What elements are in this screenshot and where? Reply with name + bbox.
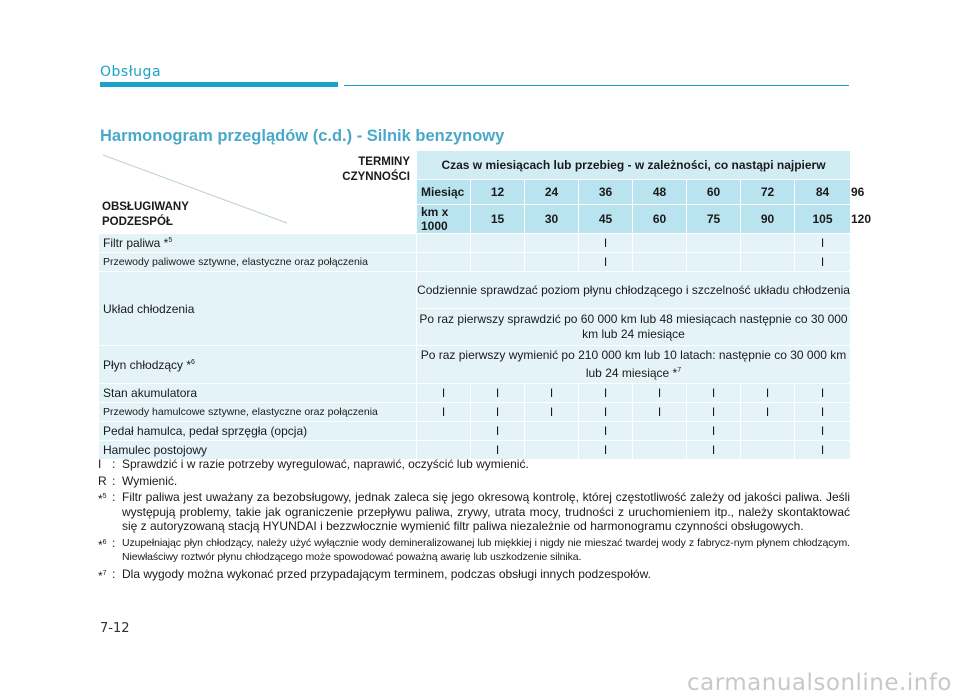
row-instruction [417,346,851,384]
footnote-colon: : [112,473,116,488]
schedule-cell: I [687,403,741,422]
row-label [99,253,417,272]
corner-bottom-line-2: PODZESPÓŁ [102,216,173,228]
section-label: Obsługa [100,64,162,80]
schedule-cell [741,253,795,272]
footnote-colon: : [112,535,116,550]
schedule-cell [633,253,687,272]
schedule-cell: I [471,403,525,422]
header-rule-thin [344,85,849,86]
row-label-text: Pedał hamulca, pedał sprzęgła (opcja) [103,424,308,438]
row-label [99,384,417,403]
month-header: 24 [525,180,579,205]
footnote-key-text: * [98,492,103,506]
km-header: 15 [471,205,525,234]
km-label: km x 1000 [417,205,471,234]
footnote-text: Uzupełniając płyn chłodzący, należy użyć wyłącznie wody demineralizowanej lub miękkiej i nigdy nie mieszać twardej wody z fabrycz-nym płynem chłodzącym. Niewłaściwy roztwór płynu chłodzącego może spowodować poważną awarię lub uszkodzenie silnika. [122,536,850,563]
schedule-cell [417,422,471,441]
footnote-key-text: R [98,473,107,488]
table-row [99,272,851,309]
schedule-cell: I [795,384,851,403]
row-label [99,234,417,253]
km-header: 105 [795,205,851,234]
schedule-cell: I [795,234,851,253]
schedule-cell: I [579,384,633,403]
months-label: Miesiąc [417,180,471,205]
schedule-cell [741,234,795,253]
footnote [98,536,850,565]
corner-bottom-label [102,200,189,230]
schedule-cell [417,253,471,272]
footnote-key [98,567,112,584]
schedule-cell: I [633,403,687,422]
footnote-ref: 5 [168,237,173,244]
schedule-cell: I [525,384,579,403]
footnote-key [98,457,112,472]
km-header: 30 [525,205,579,234]
schedule-cell: I [795,253,851,272]
footnote-text: Wymienić. [122,473,178,488]
footnote-colon: : [112,566,116,581]
footnote-text: Filtr paliwa jest uważany za bezobsługowy, jednak zaleca się jego okresową kontrolę, której częstotliwość zależy od jakości paliwa. Jeśli występują problemy, takie jak ograniczenie przepływu paliwa, zrywy, utrata mocy, trudności z uruchomieniem itp., należy skontaktować się z autoryzowaną stacją HYUNDAI i bezzwłocznie wymienić filtr paliwa niezależnie od harmonogramu czynności obsługowych. [122,490,850,533]
km-header: 90 [741,205,795,234]
schedule-cell [471,253,525,272]
table-row [99,234,851,253]
row-label-text: Hamulec postojowy [103,443,208,457]
schedule-cell [687,253,741,272]
footnote-key [98,536,112,565]
row-label-text: Stan akumulatora [103,386,198,400]
footnote-colon: : [112,490,116,504]
schedule-cell: I [633,384,687,403]
row-label-text: Przewody hamulcowe sztywne, elastyczne oraz połączenia [103,406,378,418]
row-instruction-text: Po raz pierwszy wymienić po 210 000 km lub 10 latach: następnie co 30 000 km lub 24 miesiące * [420,348,847,380]
km-header: 45 [579,205,633,234]
schedule-cell: I [471,384,525,403]
row-label [99,403,417,422]
schedule-cell: I [525,403,579,422]
schedule-cell [633,422,687,441]
footnotes [98,457,850,585]
schedule-cell [633,234,687,253]
month-header: 48 [633,180,687,205]
footnote-colon: : [112,457,116,471]
footnote-key [98,490,112,534]
schedule-cell: I [795,422,851,441]
schedule-cell: I [741,403,795,422]
footnote-key-sup: 7 [102,569,107,577]
schedule-cell: I [795,441,851,460]
footnote-key-sup: 5 [102,493,107,500]
row-label-text: Przewody paliwowe sztywne, elastyczne oraz połączenia [103,256,368,268]
table-row [99,422,851,441]
km-header: 60 [633,205,687,234]
interval-span-header: Czas w miesiącach lub przebieg - w zależności, co nastąpi najpierw [417,151,851,180]
footnote-key-text: * [98,537,103,552]
schedule-cell: I [579,422,633,441]
table-row [99,403,851,422]
schedule-cell: I [741,384,795,403]
footnote-text: Dla wygody można wykonać przed przypadającym terminem, podczas obsługi innych podzespołów. [122,566,651,581]
month-header: 84 [795,180,851,205]
month-header: 72 [741,180,795,205]
header-rule-bold [100,82,338,87]
footnote-text: Sprawdzić i w razie potrzeby wyregulować, naprawić, oczyścić lub wymienić. [122,457,529,471]
corner-top-line-1: TERMINY [358,156,410,168]
month-header: 36 [579,180,633,205]
row-label [99,346,417,384]
corner-top-label [342,155,410,185]
schedule-cell: I [579,403,633,422]
footnote-ref: 7 [677,367,682,374]
schedule-cell: I [579,253,633,272]
page-number: 7-12 [100,621,130,636]
schedule-cell: I [471,441,525,460]
schedule-cell: I [687,441,741,460]
schedule-cell [687,234,741,253]
row-label-text: Filtr paliwa * [103,236,169,250]
schedule-cell [525,253,579,272]
schedule-cell [525,422,579,441]
footnote [98,474,850,489]
schedule-cell [741,422,795,441]
schedule-cell: I [471,422,525,441]
footnote-key-text: * [98,568,103,583]
row-label: Układ chłodzenia [99,272,417,346]
schedule-cell [525,234,579,253]
footnote [98,490,850,534]
row-label-text: Płyn chłodzący * [103,357,192,372]
row-label [99,422,417,441]
schedule-cell [471,234,525,253]
schedule-cell: I [417,403,471,422]
schedule-cell: I [579,441,633,460]
footnote-ref: 6 [191,358,195,366]
table-corner-header [99,151,417,234]
footnote-key [98,474,112,489]
schedule-cell [417,234,471,253]
footnote [98,457,850,472]
table-row [99,346,851,384]
page-title: Harmonogram przeglądów (c.d.) - Silnik benzynowy [100,127,505,145]
footnote-key-sup: 6 [102,538,107,546]
month-header: 60 [687,180,741,205]
watermark: carmanualsonline.info [686,670,952,696]
schedule-cell: I [579,234,633,253]
footnote [98,567,850,584]
schedule-cell: I [687,384,741,403]
table-row [99,253,851,272]
schedule-cell: I [417,384,471,403]
table-row [99,384,851,403]
month-header: 12 [471,180,525,205]
corner-bottom-line-1: OBSŁUGIWANY [102,201,189,213]
maintenance-schedule-table: TERMINY CZYNNOŚCI OBSŁUGIWANY PODZESPÓŁ Czas w miesiącach lub przebieg - w zależności, co nastąpi najpierw Miesiąc 12 24 36 48 60 72 84 96 km x 1000 15 30 45 60 75 90 105 120 Filtr paliwa *$^5$ I I Przewody paliwowe sztywne, elastyczne oraz połączenia I I Układ chłodzenia Codziennie sprawdzać poziom płynu chłodzącego i szczelność układu chłodzenia Po raz pierwszy sprawdzić po 60 000 km lub 48 miesiącach następnie co 30 000 km lub 24 miesiące Płyn chłodzący *$^6$ Po raz pierwszy wymienić po 210 000 km lub 10 latach: następnie co 30 000 km lub 24 miesiące *$^7$ Stan akumulatora I I I I I I I I Przewody hamulcowe sztywne, elastyczne oraz połączenia I I I I I I I I Pedał hamulca, pedał sprzęgła (opcja) I I I I Hamulec postojowy I I I I [98,150,851,460]
schedule-cell: I [687,422,741,441]
row-instruction: Po raz pierwszy sprawdzić po 60 000 km lub 48 miesiącach następnie co 30 000 km lub 24 miesiące [417,309,851,346]
footnote-key-text: I [98,457,102,471]
km-header: 75 [687,205,741,234]
corner-top-line-2: CZYNNOŚCI [342,171,410,183]
schedule-cell: I [795,403,851,422]
row-instruction: Codziennie sprawdzać poziom płynu chłodzącego i szczelność układu chłodzenia [417,272,851,309]
